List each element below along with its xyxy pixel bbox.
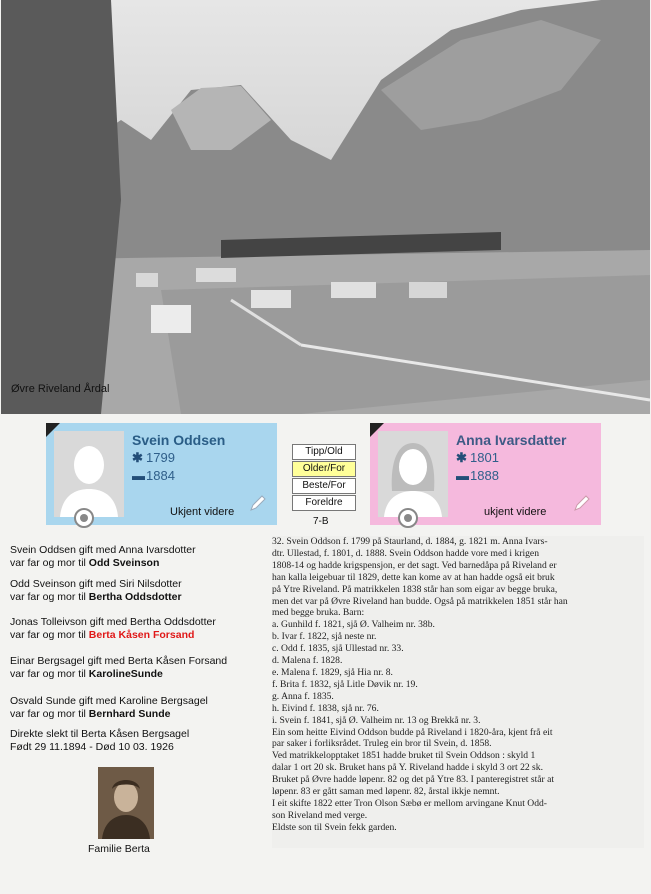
birth-year: ✱ 1801 [456,450,499,465]
death-book-icon: ▬ [132,468,145,483]
nav-tipp-old-button[interactable]: Tipp/Old [292,444,356,460]
camera-icon[interactable] [398,508,418,528]
nav-foreldre-button[interactable]: Foreldre [292,495,356,511]
nav-older-for-button[interactable]: Older/For [292,461,356,477]
person-card-male[interactable] [46,423,277,525]
male-avatar-icon [54,431,124,517]
female-avatar-icon [378,431,448,517]
nav-beste-for-button[interactable]: Beste/For [292,478,356,494]
highlighted-name: Berta Kåsen Forsand [88,629,195,641]
person-name: Svein Oddsen [132,432,226,448]
birth-year: ✱ 1799 [132,450,175,465]
page-code: 7-B [313,516,329,527]
card-note: ukjent videre [484,506,547,518]
death-year: ▬1888 [456,468,499,483]
person-card-female[interactable] [370,423,601,525]
birth-star-icon: ✱ [456,450,467,465]
thumbnail-label: Familie Berta [88,843,150,855]
edit-pencil-icon[interactable] [249,494,267,517]
edit-pencil-icon[interactable] [573,494,591,517]
family-portrait-thumbnail[interactable] [98,767,154,839]
photo-caption: Øvre Riveland Årdal [11,383,110,395]
person-name: Anna Ivarsdatter [456,432,567,448]
landscape-photo [1,0,650,414]
lineage-entry: Jonas Tolleivson gift med Bertha Oddsdotter var far og mor til Berta Kåsen Forsand [10,616,216,641]
lineage-entry: Einar Bergsagel gift med Berta Kåsen Forsand var far og mor til KarolineSunde [10,655,228,680]
lineage-entry: Osvald Sunde gift med Karoline Bergsagel var far og mor til Bernhard Sunde [10,695,208,720]
lineage-entry: Odd Sveinson gift med Siri Nilsdotter var far og mor til Bertha Oddsdotter [10,578,182,603]
book-excerpt: 32. Svein Oddson f. 1799 på Staurland, d. 1884, g. 1821 m. Anna Ivars- dtr. Ullestad, f. 1801, d. 1888. Svein Oddson hadde vore med i krigen 1808-14 og hadde krigspensjon, er det sagt. Ved barnedåpa på Riveland er han kalla leigebuar til 1829, dette kan kome av at han hadde også eit bruk på Ytre Riveland. På matrikkelen 1838 står han som eigar av begge bruka, men det var på Øvre Riveland han budde. Også på matrikkelen 1851 står han med begge bruka. Barn: a. Gunhild f. 1821, sjå Ø. Valheim nr. 38b. b. Ivar f. 1822, sjå neste nr. c. Odd f. 1835, sjå Ullestad nr. 33. d. Malena f. 1828. e. Malena f. 1829, sjå Hia nr. 8. f. Brita f. 1832, sjå Litle Døvik nr. 19. g. Anna f. 1835. h. Eivind f. 1838, sjå nr. 76. i. Svein f. 1841, sjå Ø. Valheim nr. 13 og Brekkå nr. 3. Ein som heitte Eivind Oddson budde på Riveland i 1820-åra, kjent frå eit par saker i forliksrådet. Truleg ein bror til Svein, d. 1858. Ved matrikkelopptaket 1851 hadde bruket til Svein Oddson : skyld 1 dalar 1 ort 20 sk. Bruket hans på Y. Riveland hadde i skyld 3 ort 22 sk. Bruket på Øvre hadde løpenr. 82 og det på Ytre 83. I panteregistret står at løpenr. 83 er gått saman med løpenr. 82, årstal ikkje nemnt. I eit skifte 1822 etter Tron Olson Sæbø er mellom arvingane Knut Odd- son Riveland med verge. Eldste son til Svein fekk garden. [272,536,644,848]
direct-line-info: Direkte slekt til Berta Kåsen Bergsagel Født 29 11.1894 - Død 10 03. 1926 [10,728,190,753]
birth-star-icon: ✱ [132,450,143,465]
card-note: Ukjent videre [170,506,235,518]
death-year: ▬1884 [132,468,175,483]
lineage-entry: Svein Oddsen gift med Anna Ivarsdotter var far og mor til Odd Sveinson [10,544,196,569]
camera-icon[interactable] [74,508,94,528]
death-book-icon: ▬ [456,468,469,483]
